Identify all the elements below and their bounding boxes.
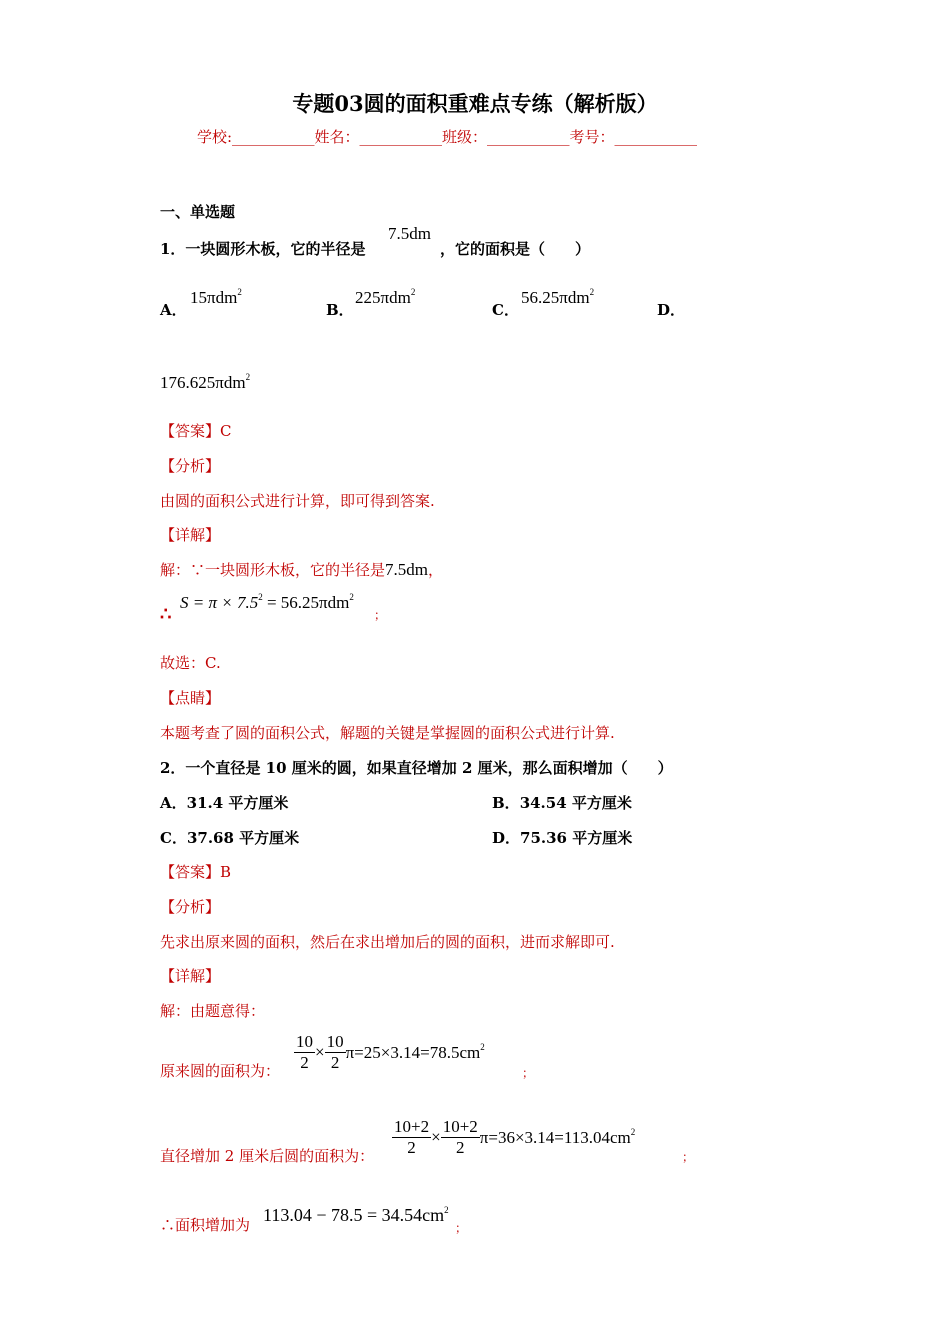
section-heading: 一、单选题: [160, 203, 236, 221]
q1-detail-line1-val: 7.5dm: [385, 560, 428, 579]
q1-detail-line1-post: ，: [428, 561, 444, 579]
q2-orig-frac-1-den: 2: [300, 1053, 309, 1072]
q2-option-a-letter: A．: [160, 794, 187, 812]
q1-detail-line1: [160, 559, 443, 580]
q2-orig-tail: [346, 1043, 485, 1062]
q2-new-frac-2: [441, 1117, 480, 1158]
q1-option-d-letter: D．: [657, 301, 686, 319]
q1-analysis-label: 【分析】: [160, 457, 221, 475]
q2-option-d-letter: D．: [492, 829, 521, 847]
q2-analysis: 先求出原来圆的面积，然后在求出增加后的圆的面积，进而求解即可.: [160, 933, 615, 951]
q1-option-a-letter: A．: [160, 301, 187, 319]
q1-answer-value: C: [220, 422, 232, 440]
q2-orig-frac-2-num: 10: [326, 1032, 344, 1051]
q1-option-c: [521, 287, 594, 308]
q2-new-formula: [392, 1117, 635, 1158]
q1-formula-pre: S = π × 7.5: [180, 593, 259, 612]
q1-option-d-exp: 2: [245, 372, 251, 382]
q2-new-times: ×: [431, 1127, 441, 1147]
q2-orig-semicolon: ；: [522, 1066, 535, 1080]
q2-stem: 2．一个直径是 10 厘米的圆，如果直径增加 2 厘米，那么面积增加（ ）: [160, 759, 673, 777]
q2-new-tail-text: π=36×3.14=113.04cm: [479, 1128, 631, 1147]
q1-option-d-value: 176.625πdm: [160, 373, 246, 392]
q1-stem-post: ，它的面积是（ ）: [440, 240, 591, 258]
q1-option-b-value: 225πdm: [355, 288, 411, 307]
q2-new-frac-1-num: 10+2: [394, 1117, 430, 1136]
q2-detail-label: 【详解】: [160, 967, 221, 985]
q1-option-b-letter: B．: [326, 301, 354, 319]
q2-orig-exp: 2: [480, 1042, 485, 1052]
q1-formula-post: = 56.25πdm: [262, 593, 350, 612]
q2-answer-label: 【答案】: [160, 863, 221, 881]
q1-option-b-exp: 2: [410, 287, 416, 297]
q2-orig-times: ×: [315, 1042, 325, 1062]
q1-detail-label: 【详解】: [160, 526, 221, 544]
page-title: 专题03圆的面积重难点专练（解析版）: [292, 91, 658, 116]
q2-new-frac-2-num: 10+2: [442, 1117, 478, 1136]
q2-answer-value: B: [220, 863, 232, 881]
q1-choose: 故选：C.: [160, 654, 221, 672]
q2-option-b: [492, 792, 632, 813]
q2-incr-exp: 2: [444, 1205, 449, 1215]
q2-new-semicolon: ；: [682, 1150, 695, 1164]
student-info-line: 学校:___________姓名：___________班级：___________考号：___________: [197, 128, 698, 146]
q1-option-c-exp: 2: [589, 287, 595, 297]
q1-comment-label: 【点睛】: [160, 689, 221, 707]
q2-new-frac-1: [392, 1117, 431, 1158]
q2-orig-tail-text: π=25×3.14=78.5cm: [345, 1043, 481, 1062]
q2-option-c: [160, 827, 299, 848]
q1-answer: [160, 420, 232, 441]
q1-comment: 本题考查了圆的面积公式，解题的关键是掌握圆的面积公式进行计算.: [160, 724, 615, 742]
q2-option-d-value: 75.36 平方厘米: [520, 829, 633, 847]
q1-option-a-value: 15πdm: [190, 288, 238, 307]
q1-detail-line1-pre: 解：∵一块圆形木板，它的半径是: [160, 561, 386, 579]
q2-orig-frac-1: [294, 1032, 315, 1073]
q2-option-d: [492, 827, 632, 848]
q2-analysis-label: 【分析】: [160, 898, 221, 916]
q2-option-a-value: 31.4 平方厘米: [186, 794, 289, 812]
q1-therefore-symbol: ∴: [160, 604, 172, 625]
q1-option-c-letter: C．: [492, 301, 519, 319]
q2-incr-formula: [263, 1205, 449, 1226]
q1-stem-pre: 1．一块圆形木板，它的半径是: [160, 240, 366, 258]
q2-incr-pre: ∴面积增加为: [160, 1216, 251, 1234]
q2-option-a: [160, 792, 288, 813]
q2-option-c-letter: C．: [160, 829, 187, 847]
q1-formula: [180, 592, 354, 613]
q2-option-b-letter: B．: [492, 794, 520, 812]
q1-option-b: [355, 287, 415, 308]
q2-orig-label: 原来圆的面积为：: [160, 1062, 281, 1080]
q2-new-label: 直径增加 2 厘米后圆的面积为：: [160, 1147, 375, 1165]
q2-incr-formula-text: 113.04 − 78.5 = 34.54cm: [263, 1205, 445, 1225]
q2-option-b-value: 34.54 平方厘米: [519, 794, 632, 812]
q2-answer: [160, 861, 231, 882]
q1-answer-label: 【答案】: [160, 422, 221, 440]
q2-orig-frac-2: [325, 1032, 346, 1073]
q2-option-c-value: 37.68 平方厘米: [186, 829, 300, 847]
q2-detail-intro: 解：由题意得：: [160, 1002, 266, 1020]
q2-new-exp: 2: [630, 1127, 636, 1137]
q2-orig-formula: [294, 1032, 485, 1073]
q1-radius: 7.5dm: [388, 224, 431, 243]
q2-orig-frac-1-num: 10: [296, 1032, 313, 1051]
q1-option-c-value: 56.25πdm: [521, 288, 590, 307]
q1-option-a: [190, 287, 242, 308]
q2-new-tail: [480, 1128, 635, 1147]
q1-stem: [160, 238, 365, 259]
q1-formula-semicolon: ；: [374, 608, 387, 622]
q1-option-a-exp: 2: [237, 287, 242, 297]
q2-new-frac-2-den: 2: [455, 1138, 465, 1157]
q1-analysis: 由圆的面积公式进行计算，即可得到答案.: [160, 492, 435, 510]
q1-formula-exp2: 2: [349, 592, 354, 602]
q2-orig-frac-2-den: 2: [330, 1053, 340, 1072]
q2-incr-semicolon: ；: [455, 1221, 468, 1235]
q2-new-frac-1-den: 2: [407, 1138, 416, 1157]
q1-option-d: [160, 372, 250, 393]
q1-formula-exp: 2: [258, 592, 263, 602]
